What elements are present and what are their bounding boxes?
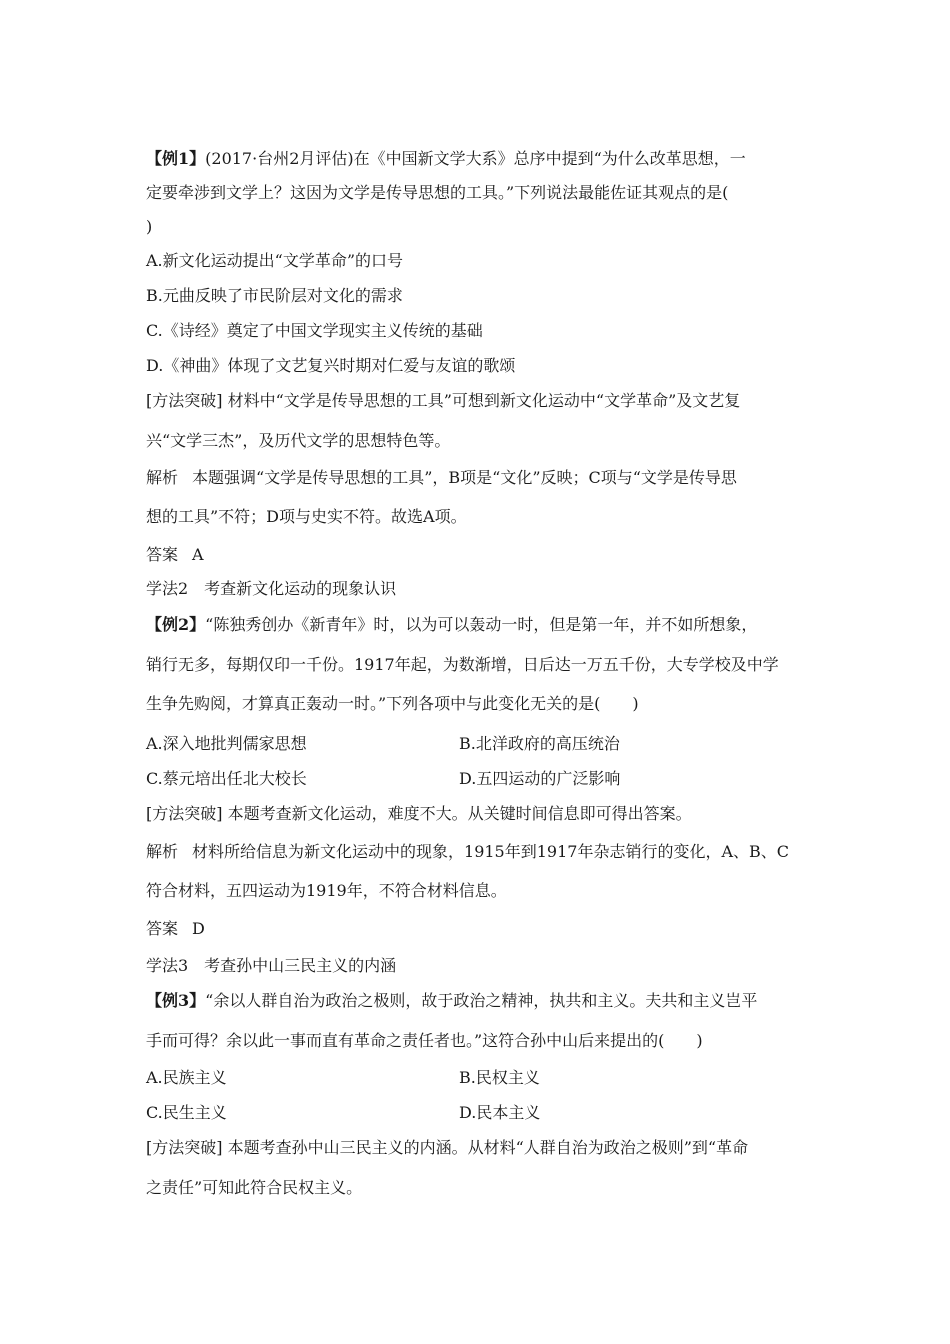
example1-answer: [146, 544, 204, 566]
example2-option-b: B.北洋政府的高压统治: [459, 734, 620, 753]
example1-method-line1: [方法突破] 材料中“文学是传导思想的工具”可想到新文化运动中“文学革命”及文艺复: [146, 391, 741, 410]
example3-option-c: C.民生主义: [146, 1103, 227, 1122]
example2-tag: 【例2】: [146, 615, 206, 634]
example2-stem-line2: 销行无多，每期仅印一千份。1917年起，为数渐增，日后达一万五千份，大专学校及中学: [146, 655, 779, 674]
answer-value: D: [192, 919, 205, 938]
example1-option-b: B.元曲反映了市民阶层对文化的需求: [146, 286, 403, 305]
example2-analysis-line1: 解析 材料所给信息为新文化运动中的现象，1915年到1917年杂志销行的变化，A、B、C: [146, 842, 790, 861]
example1-stem-line1: 【例1】(2017·台州2月评估)在《中国新文学大系》总序中提到“为什么改革思想，一: [146, 149, 746, 168]
analysis-label: 解析: [146, 842, 179, 861]
answer-label: 答案: [146, 919, 179, 938]
example3-tag: 【例3】: [146, 991, 206, 1010]
example1-method-line2: 兴“文学三杰”，及历代文学的思想特色等。: [146, 431, 451, 450]
example1-stem-line2: 定要牵涉到文学上？这因为文学是传导思想的工具。”下列说法最能佐证其观点的是(: [146, 183, 729, 202]
example2-option-d: D.五四运动的广泛影响: [459, 769, 621, 788]
example2-stem-line3: 生争先购阅，才算真正轰动一时。”下列各项中与此变化无关的是( ): [146, 694, 639, 713]
example1-analysis-line2: 想的工具”不符；D项与史实不符。故选A项。: [146, 507, 467, 526]
section3-heading: 学法3 考查孙中山三民主义的内涵: [146, 956, 397, 975]
example1-option-c: C.《诗经》奠定了中国文学现实主义传统的基础: [146, 321, 483, 340]
example3-option-b: B.民权主义: [459, 1068, 540, 1087]
example3-method-line1: [方法突破] 本题考查孙中山三民主义的内涵。从材料“人群自治为政治之极则”到“革命: [146, 1138, 749, 1157]
example2-method-line1: [方法突破] 本题考查新文化运动，难度不大。从关键时间信息即可得出答案。: [146, 804, 692, 823]
example1-stem-line3: ): [146, 217, 153, 236]
example2-answer: [146, 918, 205, 940]
example2-option-c: C.蔡元培出任北大校长: [146, 769, 307, 788]
example1-option-d: D.《神曲》体现了文艺复兴时期对仁爱与友谊的歌颂: [146, 356, 516, 375]
analysis-label: 解析: [146, 468, 179, 487]
answer-label: 答案: [146, 545, 179, 564]
example1-option-a: A.新文化运动提出“文学革命”的口号: [146, 251, 404, 270]
example2-option-a: A.深入地批判儒家思想: [146, 734, 307, 753]
example3-stem-line2: 手而可得？余以此一事而直有革命之责任者也。”这符合孙中山后来提出的( ): [146, 1031, 703, 1050]
example2-analysis-line2: 符合材料，五四运动为1919年，不符合材料信息。: [146, 881, 507, 900]
answer-value: A: [192, 545, 204, 564]
example3-option-d: D.民本主义: [459, 1103, 541, 1122]
example3-option-a: A.民族主义: [146, 1068, 227, 1087]
example3-method-line2: 之责任”可知此符合民权主义。: [146, 1178, 363, 1197]
example2-stem-line1: 【例2】“陈独秀创办《新青年》时，以为可以轰动一时，但是第一年，并不如所想象，: [146, 615, 758, 634]
section2-heading: 学法2 考查新文化运动的现象认识: [146, 579, 397, 598]
example3-stem-line1: 【例3】“余以人群自治为政治之极则，故于政治之精神，执共和主义。夫共和主义岂平: [146, 991, 758, 1010]
example1-tag: 【例1】: [146, 149, 206, 168]
example1-analysis-line1: 解析 本题强调“文学是传导思想的工具”，B项是“文化”反映；C项与“文学是传导思: [146, 468, 737, 487]
